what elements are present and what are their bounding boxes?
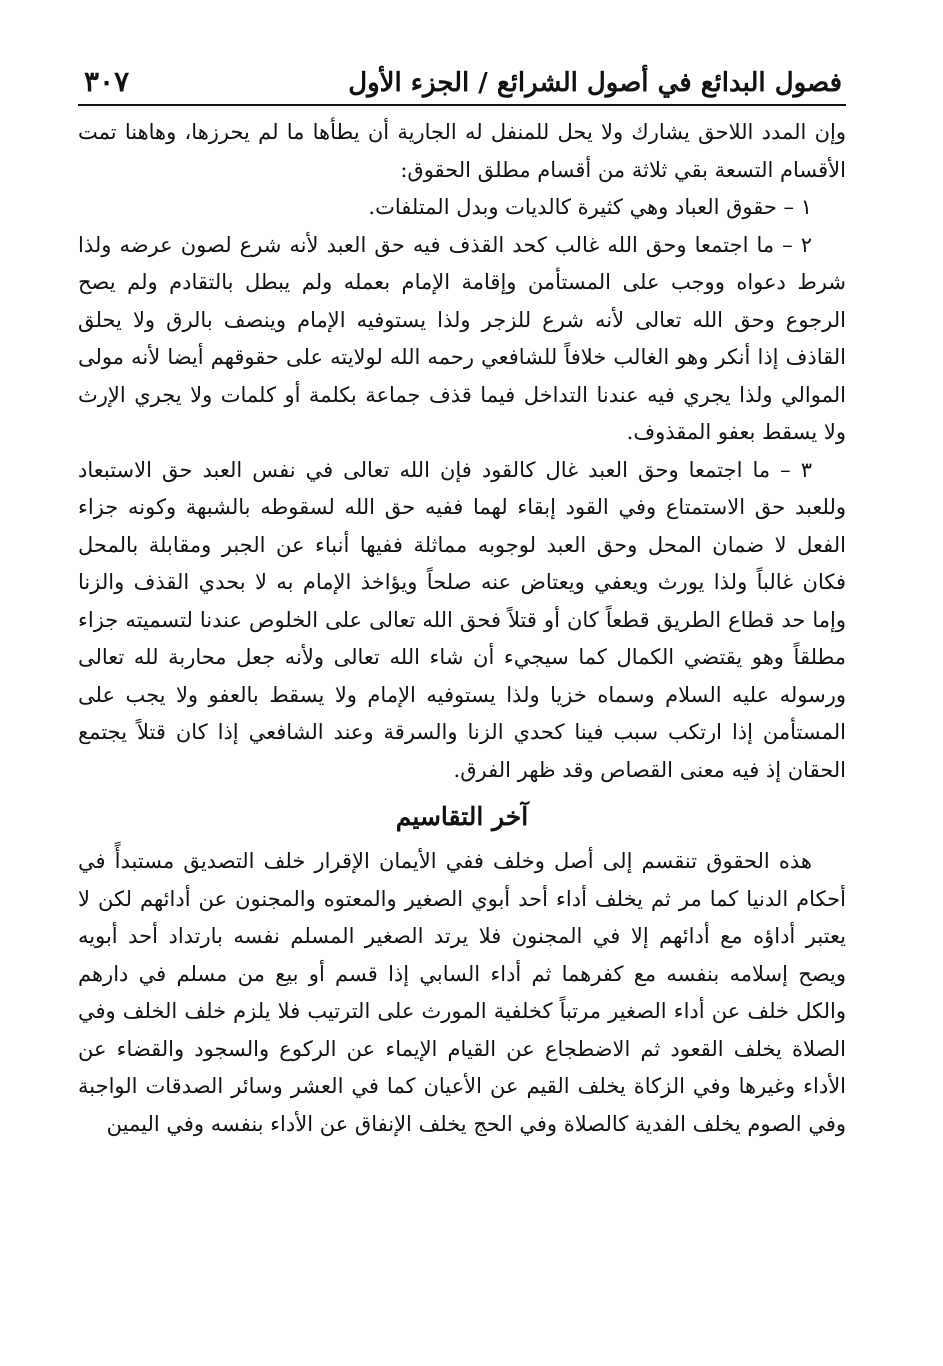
page-number: ٣٠٧: [84, 65, 130, 98]
paragraph: وإن المدد اللاحق يشارك ولا يحل للمنفل له الجارية أن يطأها ما لم يحرزها، وهاهنا تمت الأقسام التسعة بقي ثلاثة من أقسام مطلق الحقوق:: [78, 120, 846, 182]
paragraph: ٣ – ما اجتمعا وحق العبد غال كالقود فإن الله تعالى في نفس العبد حق الاستبعاد وللعبد حق الاستمتاع وفي القود إبقاء لهما ففيه حق الله لسقوطه بالشبهة وكونه جزاء الفعل لا ضمان المحل وحق العبد لوجوبه مماثلة ففيها أنباء عن الجبر ومقابلة بالمحل فكان غالباً ولذا يورث ويعفي ويعتاض عنه صلحاً ويؤاخذ الإمام به لا بحدي القذف والزنا وإما حد قطاع الطريق قطعاً كان أو قتلاً فحق الله تعالى على الخلوص عندنا لتسميته جزاء مطلقاً وهو يقتضي الكمال كما سيجيء أن شاء الله تعالى ولأنه جعل محاربة لله تعالى ورسوله عليه السلام وسماه خزيا ولذا يستوفيه الإمام ولا يسقط بالعفو ولا يجب على المستأمن إذا ارتكب سبب فينا كحدي الزنا والسرقة وعند الشافعي إذا كان قتلاً يجتمع الحقان إذ فيه معنى القصاص وقد ظهر الفرق.: [78, 457, 846, 782]
section-heading: آخر التقاسيم: [395, 802, 529, 831]
paragraph: ١ – حقوق العباد وهي كثيرة كالديات وبدل المتلفات.: [368, 195, 812, 219]
page-body: [78, 114, 846, 1143]
running-title: فصول البدائع في أصول الشرائع / الجزء الأول: [348, 68, 842, 98]
book-page: [78, 50, 846, 1340]
page-header: [78, 50, 846, 106]
paragraph: هذه الحقوق تنقسم إلى أصل وخلف ففي الأيمان الإقرار خلف التصديق مستبدأً في أحكام الدنيا كما مر ثم يخلف أداء أحد أبوي الصغير والمعتوه والمجنون عن أدائهم لكن لا يعتبر أداؤه مع أدائهم إلا في المجنون فلا يرتد الصغير المسلم نفسه بارتداد أحد أبويه ويصح إسلامه بنفسه مع كفرهما ثم أداء السابي إذا قسم أو بيع من مسلم في دارهم والكل خلف عن أداء الصغير مرتباً كخلفية المورث على الترتيب فلا يلزم خلف الخلف وفي الصلاة يخلف القعود ثم الاضطجاع عن القيام الإيماء عن الركوع والسجود والقضاء عن الأداء وغيرها وفي الزكاة يخلف القيم عن الأعيان كما في العشر وسائر الصدقات الواجبة وفي الصوم يخلف الفدية كالصلاة وفي الحج يخلف الإنفاق عن الأداء بنفسه وفي اليمين: [78, 849, 846, 1136]
paragraph: ٢ – ما اجتمعا وحق الله غالب كحد القذف فيه حق العبد لأنه شرع لصون عرضه ولذا شرط دعواه ووجب على المستأمن وإقامة الإمام بعمله ولم يبطل بالتقادم ولم يصح الرجوع وحق الله تعالى لأنه شرع للزجر ولذا يستوفيه الإمام وينصف بالرق ولا يحلق القاذف إذا أنكر وهو الغالب خلافاً للشافعي رحمه الله لولايته على حقوقهم أيضا لأنه مولى الموالي ولذا يجري فيه عندنا التداخل فيما قذف جماعة بكلمة أو كلمات ولا يجري الإرث ولا يسقط بعفو المقذوف.: [78, 232, 846, 444]
